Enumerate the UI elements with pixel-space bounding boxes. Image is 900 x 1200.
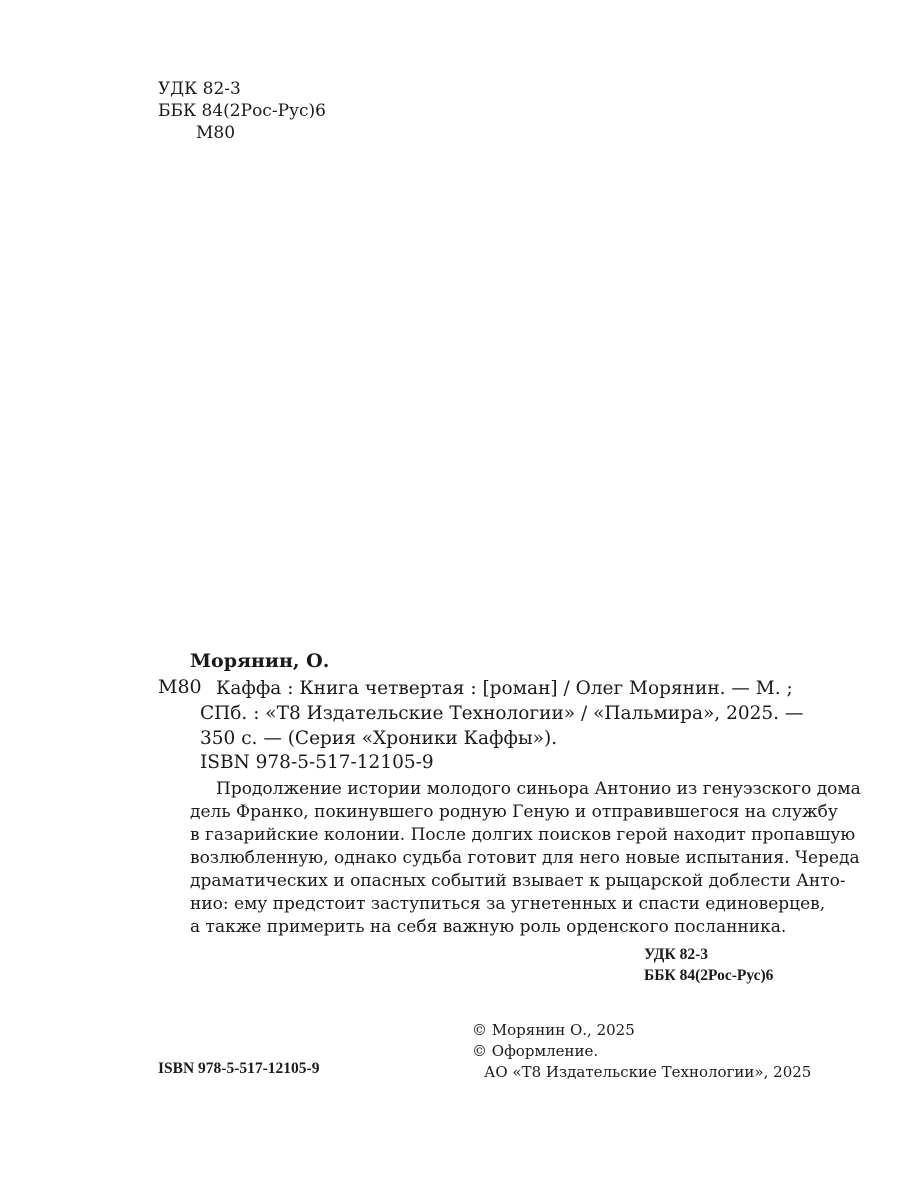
- biblio-line: СПб. : «Т8 Издательские Технологии» / «Пальмира», 2025. —: [200, 703, 804, 724]
- author-mark: М80: [196, 123, 236, 143]
- udk-code: УДК 82-3: [158, 79, 241, 99]
- copyright-publisher: АО «Т8 Издательские Технологии», 2025: [484, 1063, 812, 1081]
- biblio-line: Каффа : Книга четвертая : [роман] / Олег Морянин. — М. ;: [216, 678, 793, 699]
- isbn-bottom: ISBN 978-5-517-12105-9: [158, 1060, 320, 1077]
- bottom-bbk-code: ББК 84(2Рос-Рус)6: [644, 967, 774, 984]
- annotation-line: нио: ему предстоит заступиться за угнетенных и спасти единоверцев,: [190, 894, 826, 914]
- annotation-line: Продолжение истории молодого синьора Антонио из генуэзского дома: [216, 779, 861, 799]
- record-isbn: ISBN 978-5-517-12105-9: [200, 752, 434, 773]
- record-author-mark: М80: [158, 676, 202, 698]
- top-classification-codes: [158, 78, 326, 144]
- annotation-line: в газарийские колонии. После долгих поисков герой находит пропавшую: [190, 825, 856, 845]
- copyright-author: © Морянин О., 2025: [472, 1021, 635, 1039]
- annotation-line: дель Франко, покинувшего родную Геную и отправившегося на службу: [190, 802, 838, 822]
- bbk-code: ББК 84(2Рос-Рус)6: [158, 101, 326, 121]
- annotation-line: драматических и опасных событий взывает к рыцарской доблести Анто-: [190, 871, 846, 891]
- annotation-line: возлюбленную, однако судьба готовит для него новые испытания. Череда: [190, 848, 860, 868]
- annotation: [190, 778, 861, 939]
- copyright-design: © Оформление.: [472, 1042, 599, 1060]
- annotation-line: а также примерить на себя важную роль орденского посланника.: [190, 917, 787, 937]
- bottom-classification-codes: [644, 944, 773, 986]
- biblio-line: 350 с. — (Серия «Хроники Каффы»).: [200, 728, 558, 749]
- bottom-udk-code: УДК 82-3: [644, 946, 708, 963]
- copyright-block: [472, 1020, 811, 1083]
- bibliographic-description: [200, 676, 804, 751]
- author-heading: Морянин, О.: [190, 650, 330, 672]
